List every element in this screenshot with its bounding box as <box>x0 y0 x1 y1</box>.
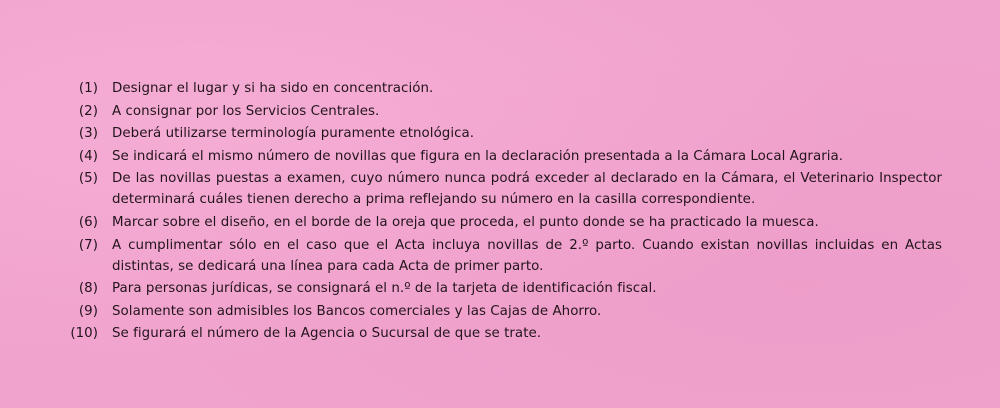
footnote-text: Solamente son admisibles los Bancos comerciales y las Cajas de Ahorro. <box>112 303 602 319</box>
footnote-text: A consignar por los Servicios Centrales. <box>112 103 380 119</box>
footnote-text: Deberá utilizarse terminología puramente etnológica. <box>112 126 475 142</box>
footnote-text: Para personas jurídicas, se consignará el n.º de la tarjeta de identificación fiscal. <box>112 281 657 297</box>
footnote-item <box>62 323 942 344</box>
footnote-number: (4) <box>78 148 98 164</box>
footnote-item <box>62 301 942 322</box>
footnote-text: Se figurará el número de la Agencia o Sucursal de que se trate. <box>112 326 542 342</box>
footnote-item <box>62 235 942 277</box>
footnote-text: Designar el lugar y si ha sido en concentración. <box>112 81 434 96</box>
footnote-item <box>62 101 942 122</box>
footnote-number: (5) <box>78 171 98 187</box>
footnote-number: (9) <box>78 303 98 319</box>
footnote-item <box>62 146 942 167</box>
footnote-item <box>62 78 942 99</box>
footnote-item <box>62 278 942 299</box>
footnote-number: (7) <box>78 237 98 253</box>
footnote-item <box>62 168 942 210</box>
footnote-number: (2) <box>78 103 98 119</box>
footnote-item <box>62 123 942 144</box>
footnote-text: Se indicará el mismo número de novillas que figura en la declaración presentada a la Cámara Local Agraria. <box>112 148 844 164</box>
footnote-text: Marcar sobre el diseño, en el borde de la oreja que proceda, el punto donde se ha practicado la muesca. <box>112 214 819 230</box>
footnote-number: (6) <box>78 214 98 230</box>
footnote-number: (1) <box>78 81 98 96</box>
footnote-number: (8) <box>78 281 98 297</box>
footnote-number: (10) <box>70 326 98 342</box>
footnotes-list <box>62 78 942 346</box>
footnote-text: A cumplimentar sólo en el caso que el Acta incluya novillas de 2.º parto. Cuando existan novillas incluidas en Actas distintas, se dedicará una línea para cada Acta de primer parto. <box>112 237 942 274</box>
footnote-text: De las novillas puestas a examen, cuyo número nunca podrá exceder al declarado en la Cámara, el Veterinario Inspector determinará cuáles tienen derecho a prima reflejando su número en la casilla correspondiente. <box>112 171 942 208</box>
footnote-number: (3) <box>78 126 98 142</box>
footnote-item <box>62 212 942 233</box>
